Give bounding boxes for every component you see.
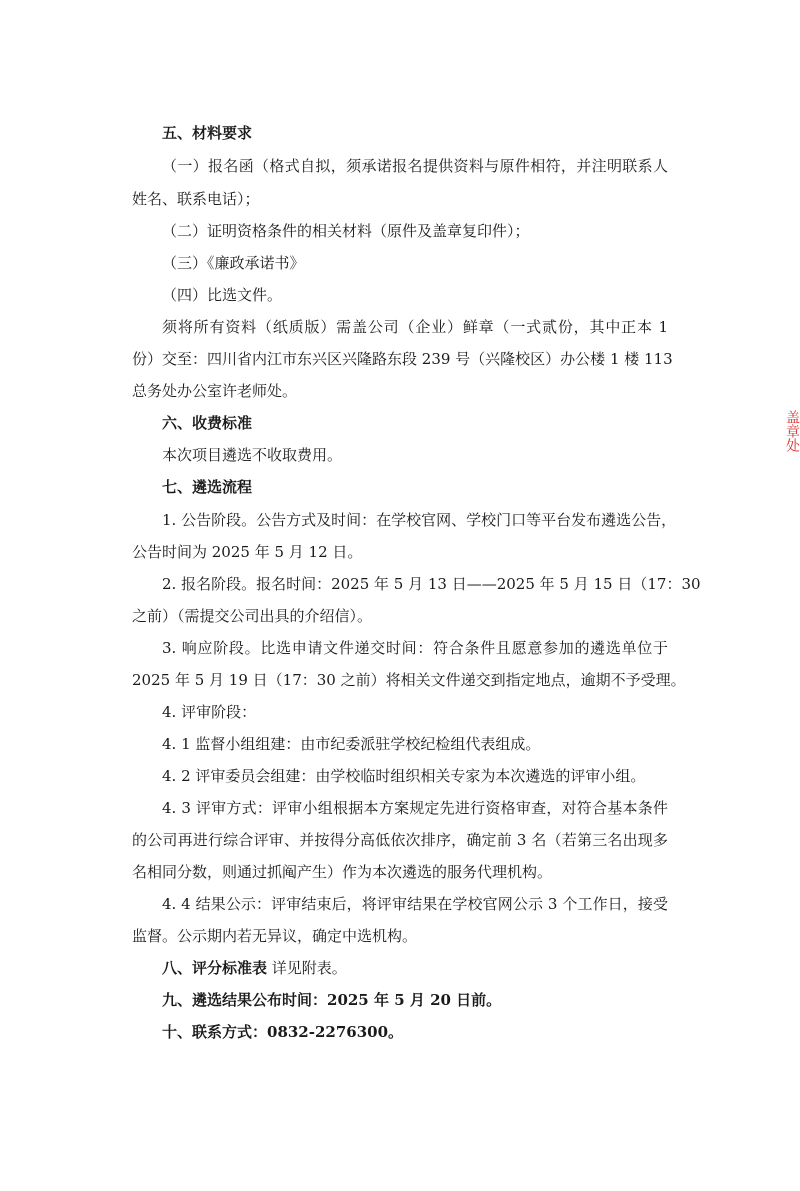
s7-p4-1: 4. 1 监督小组组建：由市纪委派驻学校纪检组代表组成。 [162, 735, 541, 753]
s7-p4-4-line-2: 监督。公示期内若无异议，确定中选机构。 [132, 927, 418, 945]
s6-text: 本次项目遴选不收取费用。 [162, 446, 343, 464]
section-7-heading: 七、遴选流程 [162, 478, 253, 496]
section-8-text: 详见附表。 [267, 959, 347, 977]
s5-item-1-line-2: 姓名、联系电话）； [132, 190, 260, 208]
s7-p4-3-line-3: 名相同分数，则通过抓阄产生）作为本次遴选的服务代理机构。 [132, 863, 553, 881]
section-8-heading: 八、评分标准表 [162, 959, 268, 977]
s7-p4-3-line-2: 的公司再进行综合评审、并按得分高低依次排序，确定前 3 名（若第三名出现多 [132, 831, 668, 849]
section-8 [162, 959, 668, 977]
s5-item-1-line-1: （一）报名函（格式自拟，须承诺报名提供资料与原件相符，并注明联系人 [162, 157, 668, 175]
section-10-heading: 十、联系方式：0832-2276300。 [162, 1023, 404, 1041]
s7-p3-line-1: 3. 响应阶段。比选申请文件递交时间：符合条件且愿意参加的遴选单位于 [162, 639, 668, 657]
s7-p4-4-line-1: 4. 4 结果公示：评审结束后，将评审结果在学校官网公示 3 个工作日，接受 [162, 895, 668, 913]
section-5-heading: 五、材料要求 [162, 124, 253, 142]
s7-p2-line-2: 之前）（需提交公司出具的介绍信）。 [132, 607, 373, 625]
s5-note-line-2: 份）交至：四川省内江市东兴区兴隆路东段 239 号（兴隆校区）办公楼 1 楼 113 [132, 350, 673, 368]
s7-p1-line-2: 公告时间为 2025 年 5 月 12 日。 [132, 543, 363, 561]
s5-item-4: （四）比选文件。 [162, 286, 283, 304]
s5-item-2: （二）证明资格条件的相关材料（原件及盖章复印件）； [162, 222, 530, 240]
s7-p4-2: 4. 2 评审委员会组建：由学校临时组织相关专家为本次遴选的评审小组。 [162, 767, 646, 785]
section-9-heading: 九、遴选结果公布时间：2025 年 5 月 20 日前。 [162, 991, 502, 1009]
margin-seal-mark: 盖章处 [784, 410, 800, 452]
s7-p4: 4. 评审阶段： [162, 703, 257, 721]
s5-note-line-3: 总务处办公室许老师处。 [132, 382, 298, 400]
s5-item-3: （三）《廉政承诺书》 [162, 254, 305, 272]
s5-note-line-1: 须将所有资料（纸质版）需盖公司（企业）鲜章（一式贰份，其中正本 1 [162, 318, 668, 336]
s7-p4-3-line-1: 4. 3 评审方式：评审小组根据本方案规定先进行资格审查，对符合基本条件 [162, 799, 668, 817]
s7-p3-line-2: 2025 年 5 月 19 日（17：30 之前）将相关文件递交到指定地点，逾期不予受理。 [132, 671, 686, 689]
section-6-heading: 六、收费标准 [162, 414, 253, 432]
s7-p2-line-1: 2. 报名阶段。报名时间：2025 年 5 月 13 日——2025 年 5 月 15 日（17：30 [162, 575, 701, 593]
s7-p1-line-1: 1. 公告阶段。公告方式及时间：在学校官网、学校门口等平台发布遴选公告， [162, 511, 677, 529]
